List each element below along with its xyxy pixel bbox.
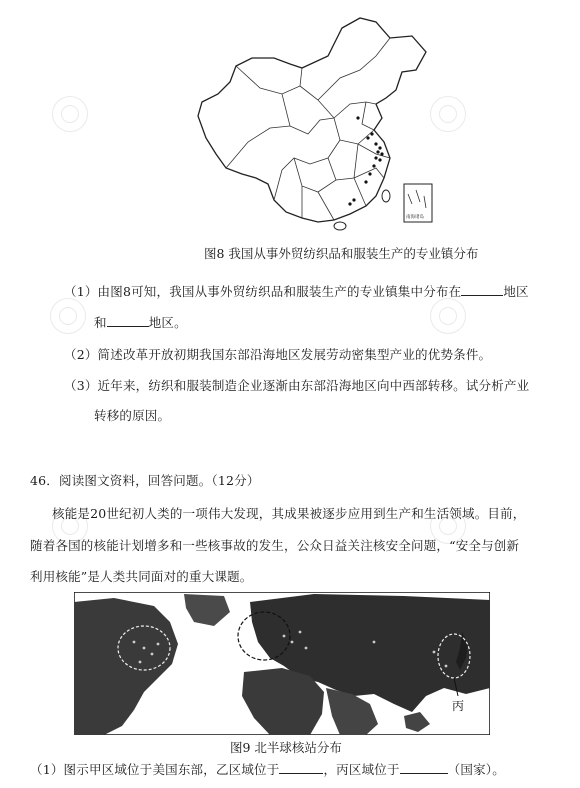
q46-part1-text-b: ，丙区域位于	[323, 762, 400, 777]
watermark-logo	[430, 298, 466, 334]
answer-blank-2[interactable]	[107, 314, 149, 327]
q45-part1-text-d: 地区。	[148, 315, 187, 330]
watermark-logo	[52, 96, 88, 132]
figure9-caption: 图9 北半球核站分布	[230, 740, 342, 755]
q45-part1-text-a: （1）由图8可知，我国从事外贸纺织品和服装生产的专业镇集中分布在	[64, 284, 462, 299]
china-map-figure8	[190, 8, 440, 244]
q46-paragraph-line3: 利用核能”是人类共同面对的重大课题。	[30, 569, 253, 584]
inset-label: 南海诸岛	[406, 215, 424, 220]
q45-part1-line1	[64, 282, 529, 300]
q46-part1-text-c: （国家）。	[447, 762, 505, 777]
answer-blank-4[interactable]	[400, 761, 448, 774]
q45-part3-line2: 转移的原因。	[94, 408, 171, 423]
q45-part2: （2）简述改革开放初期我国东部沿海地区发展劳动密集型产业的优势条件。	[64, 347, 492, 362]
q45-part3-line1: （3）近年来，纺织和服装制造企业逐渐由东部沿海地区向中西部转移。试分析产业	[64, 378, 530, 393]
answer-blank-1[interactable]	[461, 283, 503, 296]
q46-paragraph-line1: 核能是20世纪初人类的一项伟大发现，其成果被逐步应用到生产和生活领域。目前，	[52, 506, 526, 521]
q45-part1-text-c: 和	[94, 315, 107, 330]
q45-part1-text-b: 地区	[503, 284, 529, 299]
region-c-label: 丙	[452, 699, 465, 713]
q46-heading: 46．阅读图文资料，回答问题。（12分）	[30, 473, 260, 488]
q46-part1	[30, 760, 505, 778]
q46-paragraph-line2: 随着各国的核能计划增多和一些核事故的发生，公众日益关注核安全问题，“安全与创新	[30, 538, 520, 553]
nuclear-stations-map-figure9	[74, 592, 490, 735]
q46-part1-text-a: （1）图示甲区域位于美国东部，乙区域位于	[30, 762, 280, 777]
answer-blank-3[interactable]	[279, 761, 323, 774]
watermark-logo	[50, 298, 86, 334]
figure8-caption: 图8 我国从事外贸纺织品和服装生产的专业镇分布	[204, 246, 479, 261]
q45-part1-line2	[94, 313, 187, 331]
